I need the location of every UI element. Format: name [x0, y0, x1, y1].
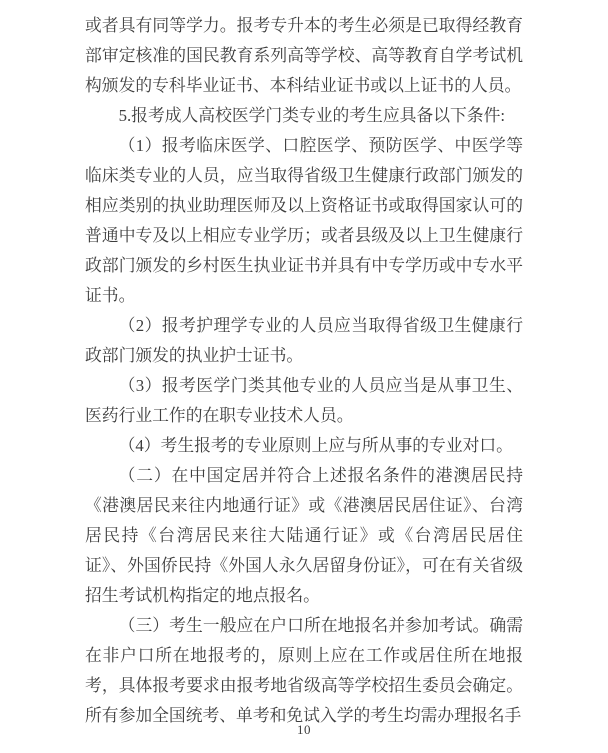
paragraph-section-2: （二）在中国定居并符合上述报名条件的港澳居民持《港澳居民来往内地通行证》或《港澳居民居住证》、台湾居民持《台湾居民来往大陆通行证》或《台湾居民居住证》、外国侨民持《外国人永久居留身份证》，可在有关省级招生考试机构指定的地点报名。 [85, 466, 523, 605]
paragraph-condition-3: （3）报考医学门类其他专业的人员应当是从事卫生、医药行业工作的在职专业技术人员。 [85, 376, 523, 425]
paragraph-condition-1: （1）报考临床医学、口腔医学、预防医学、中医学等临床类专业的人员，应当取得省级卫生健康行政部门颁发的相应类别的执业助理医师及以上资格证书或取得国家认可的普通中专及以上相应专业学历；或者县级及以上卫生健康行政部门颁发的乡村医生执业证书并具有中专学历或中专水平证书。 [85, 136, 523, 305]
paragraph-condition-2: （2）报考护理学专业的人员应当取得省级卫生健康行政部门颁发的执业护士证书。 [85, 316, 523, 365]
page-body-text [85, 11, 523, 731]
paragraph-item-5: 5.报考成人高校医学门类专业的考生应具备以下条件: [118, 106, 506, 125]
paragraph-section-3: （三）考生一般应在户口所在地报名并参加考试。确需在非户口所在地报考的，原则上应在工作或居住所在地报考，具体报考要求由报考地省级高等学校招生委员会确定。所有参加全国统考、单考和免试入学的考生均需办理报名手 [85, 616, 523, 725]
page-number: 10 [297, 722, 311, 737]
paragraph-condition-4: （4）考生报考的专业原则上应与所从事的专业对口。 [118, 436, 513, 455]
paragraph-continuation: 或者具有同等学力。报考专升本的考生必须是已取得经教育部审定核准的国民教育系列高等学校、高等教育自学考试机构颁发的专科毕业证书、本科结业证书或以上证书的人员。 [85, 16, 523, 95]
